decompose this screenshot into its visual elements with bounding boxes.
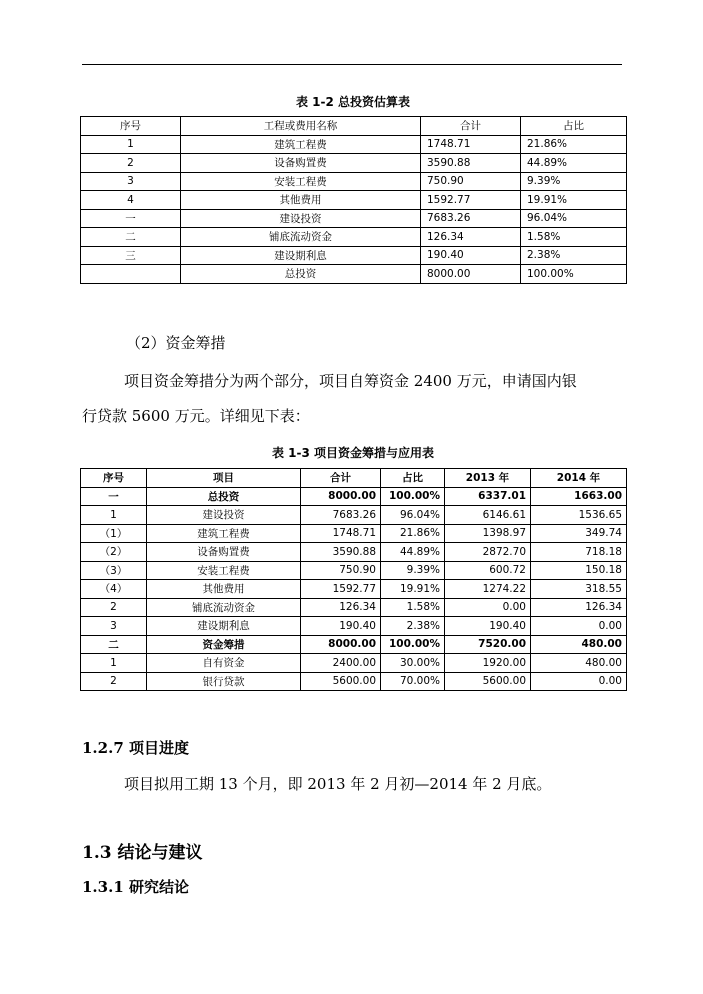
table-row	[81, 561, 627, 580]
table-cell: 318.55	[531, 580, 627, 599]
table-cell: 1748.71	[301, 524, 381, 543]
table-row	[81, 506, 627, 525]
table-cell: 建设期利息	[147, 617, 301, 636]
table-cell: 2.38%	[381, 617, 445, 636]
header-cell: 序号	[81, 117, 181, 136]
header-cell: 合计	[421, 117, 521, 136]
table-cell: 100.00%	[381, 487, 445, 506]
table-cell: （1）	[81, 524, 147, 543]
table-cell: 其他费用	[147, 580, 301, 599]
table-cell: 750.90	[301, 561, 381, 580]
table-cell: 150.18	[531, 561, 627, 580]
table-cell: 2400.00	[301, 654, 381, 673]
table-cell: 银行贷款	[147, 672, 301, 691]
table-cell: 其他费用	[181, 191, 421, 210]
table-row	[81, 191, 627, 210]
table-cell: （3）	[81, 561, 147, 580]
section-heading-conclusion: 1.3 结论与建议	[82, 843, 203, 863]
table-cell: 480.00	[531, 635, 627, 654]
table-cell: 126.34	[531, 598, 627, 617]
table-cell: 7520.00	[445, 635, 531, 654]
table-cell: 190.40	[421, 246, 521, 265]
table-cell: 1748.71	[421, 135, 521, 154]
table-cell: 二	[81, 635, 147, 654]
table-cell: 二	[81, 228, 181, 247]
table-cell: 21.86%	[381, 524, 445, 543]
header-rule	[82, 64, 622, 65]
table-cell: 750.90	[421, 172, 521, 191]
table-row	[81, 543, 627, 562]
table-cell: 一	[81, 487, 147, 506]
table-cell: 96.04%	[381, 506, 445, 525]
table-cell: 4	[81, 191, 181, 210]
header-cell: 2014 年	[531, 469, 627, 488]
table-cell: 3	[81, 172, 181, 191]
progress-paragraph: 项目拟用工期 13 个月，即 2013 年 2 月初—2014 年 2 月底。	[124, 775, 552, 793]
table-row	[81, 135, 627, 154]
table-cell: 19.91%	[381, 580, 445, 599]
table-cell: 总投资	[181, 265, 421, 284]
table-cell: 1536.65	[531, 506, 627, 525]
header-cell: 占比	[381, 469, 445, 488]
investment-estimate-table	[80, 116, 627, 284]
table-row	[81, 154, 627, 173]
table-cell: 安装工程费	[181, 172, 421, 191]
table-cell: 5600.00	[445, 672, 531, 691]
table-cell	[81, 265, 181, 284]
table-cell: 资金筹措	[147, 635, 301, 654]
table-cell: 480.00	[531, 654, 627, 673]
table-cell: 1663.00	[531, 487, 627, 506]
table-cell: 安装工程费	[147, 561, 301, 580]
table-cell: 44.89%	[381, 543, 445, 562]
table-cell: 3	[81, 617, 147, 636]
table-cell: 建设投资	[147, 506, 301, 525]
table-cell: 铺底流动资金	[147, 598, 301, 617]
table-cell: 6337.01	[445, 487, 531, 506]
table-cell: 349.74	[531, 524, 627, 543]
table-cell: 9.39%	[381, 561, 445, 580]
funding-application-table	[80, 468, 627, 691]
table-cell: 建设期利息	[181, 246, 421, 265]
table-cell: 2	[81, 154, 181, 173]
table-row	[81, 580, 627, 599]
table-cell: 1.58%	[381, 598, 445, 617]
header-cell: 2013 年	[445, 469, 531, 488]
table-cell: 自有资金	[147, 654, 301, 673]
table-cell: 70.00%	[381, 672, 445, 691]
header-cell: 序号	[81, 469, 147, 488]
table-cell: 126.34	[301, 598, 381, 617]
table-row	[81, 617, 627, 636]
table-cell: 总投资	[147, 487, 301, 506]
table-cell: 8000.00	[301, 487, 381, 506]
table-cell: （4）	[81, 580, 147, 599]
table-cell: 3590.88	[301, 543, 381, 562]
table-cell: 30.00%	[381, 654, 445, 673]
table-cell: 21.86%	[521, 135, 627, 154]
table-cell: 44.89%	[521, 154, 627, 173]
funding-paragraph-line2: 行贷款 5600 万元。详细见下表：	[82, 407, 310, 425]
table-row	[81, 598, 627, 617]
table-cell: 1	[81, 654, 147, 673]
table-cell: 1.58%	[521, 228, 627, 247]
funding-paragraph-line1: 项目资金筹措分为两个部分，项目自筹资金 2400 万元，申请国内银	[124, 372, 577, 390]
table-1-2-caption: 表 1-2 总投资估算表	[295, 95, 411, 109]
table-cell: 1592.77	[421, 191, 521, 210]
table-row	[81, 487, 627, 506]
table-cell: 7683.26	[301, 506, 381, 525]
header-cell: 项目	[147, 469, 301, 488]
table-total-row	[81, 265, 627, 284]
table-cell: 1274.22	[445, 580, 531, 599]
table-cell: 一	[81, 209, 181, 228]
table-row	[81, 654, 627, 673]
table-1-3-caption: 表 1-3 项目资金筹措与应用表	[271, 446, 435, 460]
table-cell: 8000.00	[421, 265, 521, 284]
table-cell: 2872.70	[445, 543, 531, 562]
table-cell: 0.00	[445, 598, 531, 617]
table-cell: 126.34	[421, 228, 521, 247]
table-row	[81, 228, 627, 247]
table-cell: 1398.97	[445, 524, 531, 543]
table-cell: 190.40	[301, 617, 381, 636]
table-cell: 1	[81, 135, 181, 154]
table-header-row	[81, 469, 627, 488]
table-cell: 铺底流动资金	[181, 228, 421, 247]
table-cell: 2.38%	[521, 246, 627, 265]
table-cell: 设备购置费	[181, 154, 421, 173]
table-row	[81, 246, 627, 265]
table-row	[81, 672, 627, 691]
table-cell: （2）	[81, 543, 147, 562]
table-cell: 建筑工程费	[181, 135, 421, 154]
table-cell: 2	[81, 598, 147, 617]
table-cell: 5600.00	[301, 672, 381, 691]
table-cell: 8000.00	[301, 635, 381, 654]
table-cell: 1	[81, 506, 147, 525]
header-cell: 占比	[521, 117, 627, 136]
table-cell: 三	[81, 246, 181, 265]
table-cell: 3590.88	[421, 154, 521, 173]
table-cell: 0.00	[531, 672, 627, 691]
table-cell: 1592.77	[301, 580, 381, 599]
funding-heading: （2）资金筹措	[126, 334, 226, 352]
table-cell: 建设投资	[181, 209, 421, 228]
section-heading-progress: 1.2.7 项目进度	[82, 739, 189, 757]
table-cell: 7683.26	[421, 209, 521, 228]
table-cell: 19.91%	[521, 191, 627, 210]
table-cell: 1920.00	[445, 654, 531, 673]
table-cell: 9.39%	[521, 172, 627, 191]
subsection-heading-results: 1.3.1 研究结论	[82, 878, 189, 896]
table-row	[81, 172, 627, 191]
table-cell: 6146.61	[445, 506, 531, 525]
table-row	[81, 635, 627, 654]
table-cell: 建筑工程费	[147, 524, 301, 543]
table-cell: 100.00%	[381, 635, 445, 654]
table-cell: 96.04%	[521, 209, 627, 228]
table-row	[81, 524, 627, 543]
table-cell: 100.00%	[521, 265, 627, 284]
table-cell: 设备购置费	[147, 543, 301, 562]
table-row	[81, 209, 627, 228]
header-cell: 合计	[301, 469, 381, 488]
table-cell: 718.18	[531, 543, 627, 562]
table-header-row	[81, 117, 627, 136]
table-cell: 2	[81, 672, 147, 691]
table-cell: 190.40	[445, 617, 531, 636]
table-cell: 600.72	[445, 561, 531, 580]
table-cell: 0.00	[531, 617, 627, 636]
header-cell: 工程或费用名称	[181, 117, 421, 136]
